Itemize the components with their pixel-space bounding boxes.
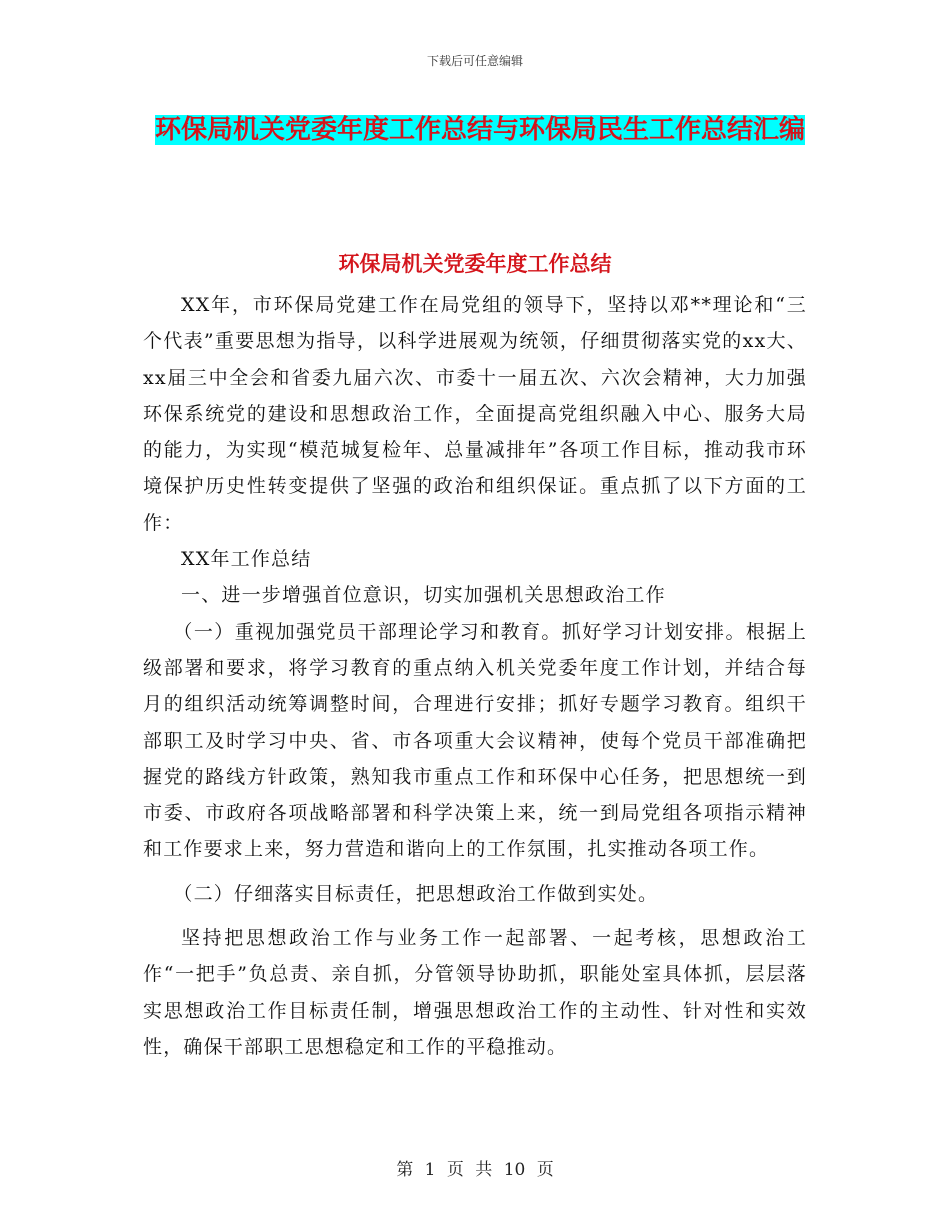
section-title: 环保局机关党委年度工作总结 — [338, 252, 612, 276]
paragraph-intro: XX年，市环保局党建工作在局党组的领导下，坚持以邓**理论和“三个代表”重要思想为指导，以科学进展观为统领，仔细贯彻落实党的xx大、xx届三中全会和省委九届六次、市委十一届五次、六次会精神，大力加强环保系统党的建设和思想政治工作，全面提高党组织融入中心、服务大局的能力，为实现“模范城复检年、总量减排年”各项工作目标，推动我市环境保护历史性转变提供了坚强的政治和组织保证。重点抓了以下方面的工作： — [143, 294, 807, 534]
page-number-footer: 第 1 页 共 10 页 — [396, 1160, 554, 1180]
document-title — [150, 108, 810, 152]
paragraph-item-two: （二）仔细落实目标责任，把思想政治工作做到实处。 — [173, 882, 659, 905]
paragraph-item-one: （一）重视加强党员干部理论学习和教育。抓好学习计划安排。根据上级部署和要求，将学习教育的重点纳入机关党委年度工作计划，并结合每月的组织活动统筹调整时间，合理进行安排；抓好专题学习教育。组织干部职工及时学习中央、省、市各项重大会议精神，使每个党员干部准确把握党的路线方针政策，熟知我市重点工作和环保中心任务，把思想统一到市委、市政府各项战略部署和科学决策上来，统一到局党组各项指示精神和工作要求上来，努力营造和谐向上的工作氛围，扎实推动各项工作。 — [143, 620, 807, 861]
document-body — [143, 287, 807, 1065]
paragraph-item-two-body: 坚持把思想政治工作与业务工作一起部署、一起考核，思想政治工作“一把手”负总责、亲自抓，分管领导协助抓，职能处室具体抓，层层落实思想政治工作目标责任制，增强思想政治工作的主动性、针对性和实效性，确保干部职工思想稳定和工作的平稳推动。 — [143, 927, 807, 1058]
header-note: 下载后可任意编辑 — [426, 54, 523, 68]
paragraph-heading-one: 一、进一步增强首位意识，切实加强机关思想政治工作 — [181, 584, 666, 607]
document-title-text: 环保局机关党委年度工作总结与环保局民生工作总结汇编 — [154, 115, 805, 145]
paragraph-year-summary: XX年工作总结 — [181, 548, 312, 571]
